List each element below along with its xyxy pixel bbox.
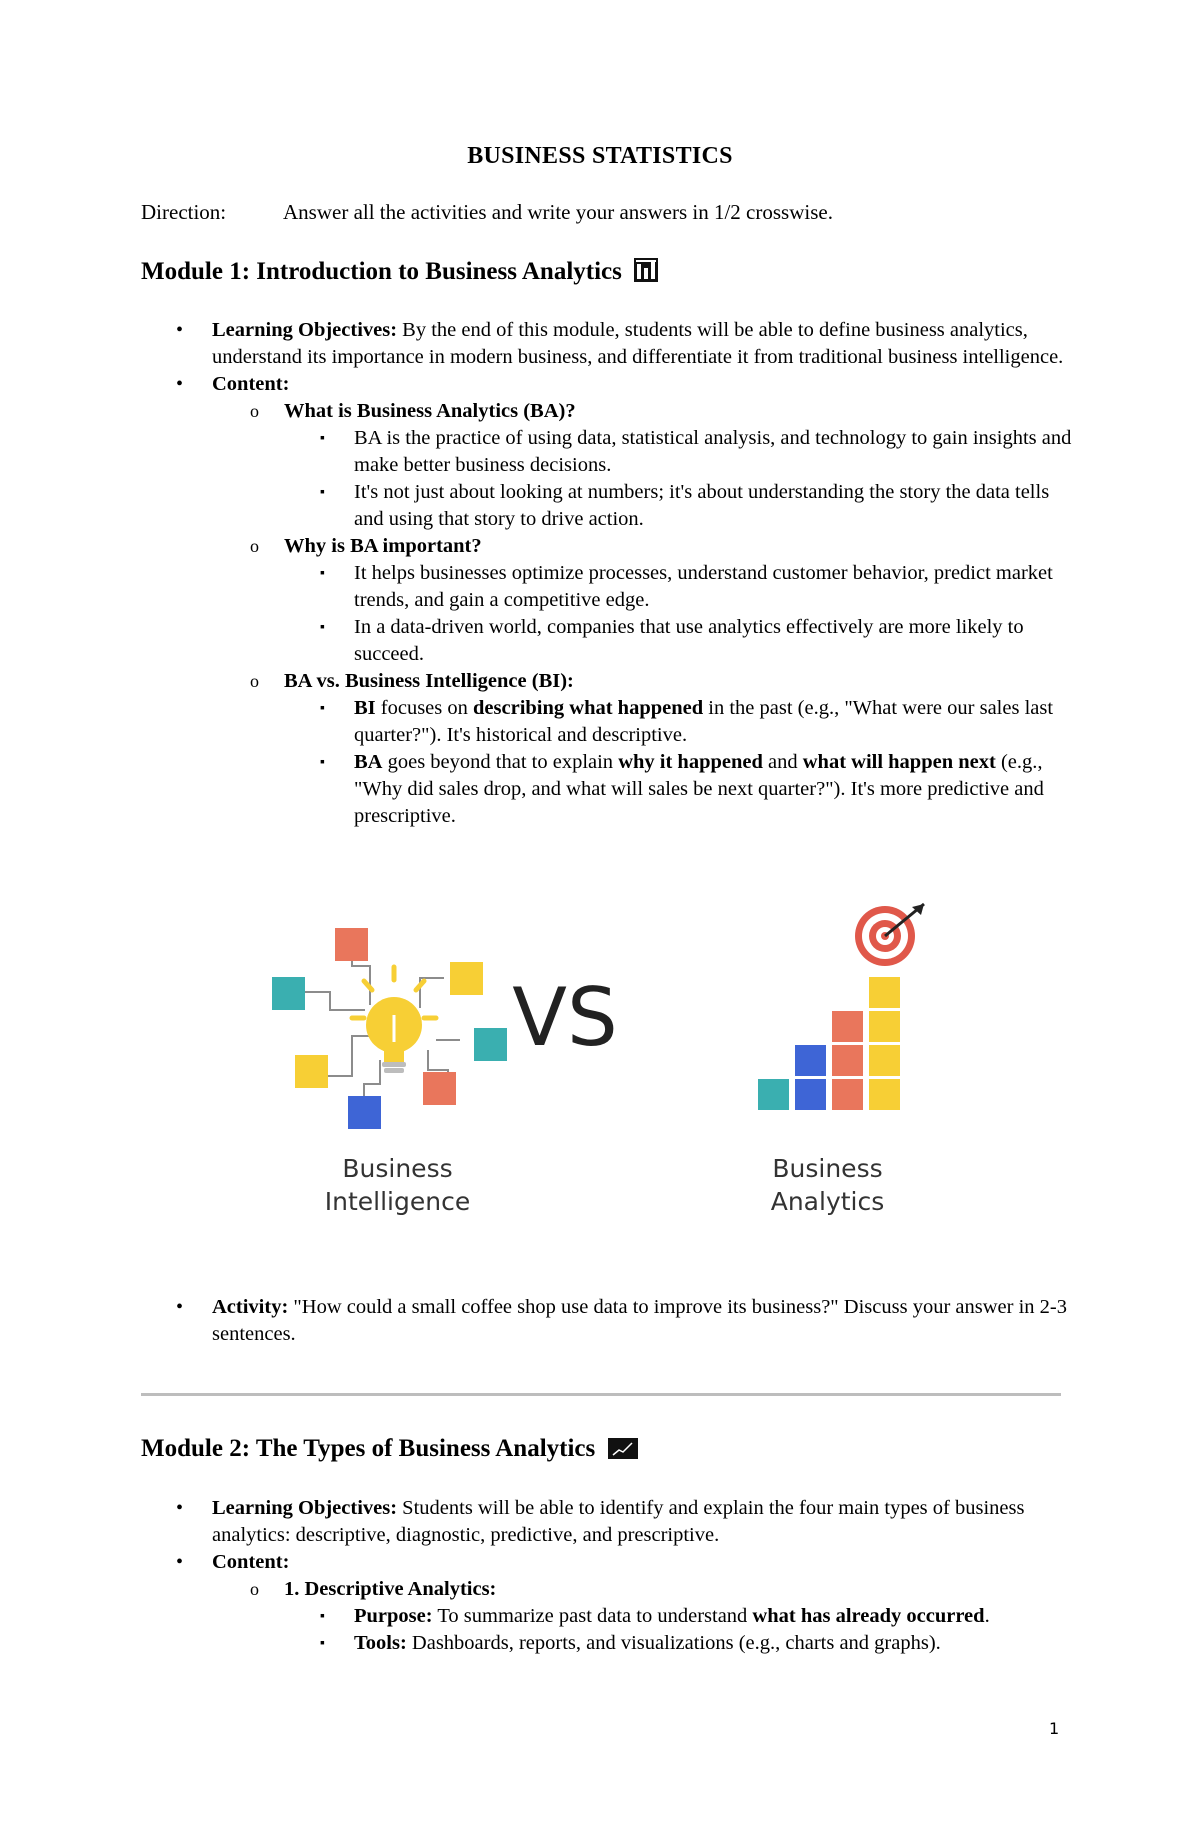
direction-line — [141, 200, 833, 225]
content-sublist — [284, 1576, 1072, 1657]
why-ba-points — [354, 560, 1072, 668]
direction-text: Answer all the activities and write your answers in 1/2 crosswise. — [283, 200, 833, 224]
objectives-label: Learning Objectives: — [212, 1497, 398, 1519]
list-item — [354, 695, 1072, 749]
ba-label — [755, 1152, 900, 1218]
list-item — [212, 317, 1072, 371]
bi-label-line1: Business — [342, 1154, 453, 1183]
bi-vs-ba-figure — [260, 890, 960, 1230]
bi-term: BI — [354, 697, 376, 719]
section-divider — [141, 1393, 1061, 1396]
list-item — [212, 371, 1072, 830]
bar-chart-icon — [634, 258, 658, 282]
list-item: ▪ It's not just about looking at numbers; it's about understanding the story the data tells and using that story to drive action. — [354, 479, 1072, 533]
content-label: Content: — [212, 373, 290, 395]
content-sublist — [284, 398, 1072, 830]
purpose-bold: what has already occurred — [752, 1605, 985, 1627]
ba-label-line2: Analytics — [770, 1187, 885, 1216]
tools-label: Tools: — [354, 1632, 407, 1654]
ba-vs-bi-label: BA vs. Business Intelligence (BI): — [284, 670, 574, 692]
purpose-end: . — [984, 1605, 990, 1627]
list-item — [212, 1549, 1072, 1657]
objectives-text: By the end of this module, students will be able to define business analytics, understand its importance in modern business, and differentiate it from traditional business intelligence. — [212, 319, 1064, 368]
descriptive-points — [354, 1603, 1072, 1657]
ba-text-1: goes beyond that to explain — [382, 751, 619, 773]
descriptive-label: 1. Descriptive Analytics: — [284, 1578, 497, 1600]
list-item — [284, 668, 1072, 830]
list-item — [284, 398, 1072, 533]
purpose-label: Purpose: — [354, 1605, 433, 1627]
ba-bold-2: what will happen next — [802, 751, 996, 773]
list-item — [354, 749, 1072, 830]
module2-list — [212, 1495, 1072, 1657]
vs-text: VS — [512, 971, 618, 1064]
list-item — [284, 1576, 1072, 1657]
trend-chart-icon — [608, 1438, 638, 1458]
ba-vs-bi-points — [354, 695, 1072, 830]
activity-text: "How could a small coffee shop use data to improve its business?" Discuss your answer in 2-3 sentences. — [212, 1296, 1067, 1345]
module1-heading-text: Module 1: Introduction to Business Analytics — [141, 258, 622, 285]
objectives-label: Learning Objectives: — [212, 319, 398, 341]
ba-term: BA — [354, 751, 383, 773]
activity-label: Activity: — [212, 1296, 289, 1318]
list-item — [212, 1294, 1072, 1348]
why-ba-label: Why is BA important? — [284, 535, 482, 557]
list-item — [284, 533, 1072, 668]
page-number: 1 — [1049, 1719, 1060, 1738]
content-label: Content: — [212, 1551, 290, 1573]
list-item: ▪ In a data-driven world, companies that use analytics effectively are more likely to succeed. — [354, 614, 1072, 668]
list-item — [212, 1495, 1072, 1549]
list-item: ▪ It helps businesses optimize processes, understand customer behavior, predict market trends, and gain a competitive edge. — [354, 560, 1072, 614]
ba-label-line1: Business — [772, 1154, 883, 1183]
list-item: ▪ BA is the practice of using data, statistical analysis, and technology to gain insights and make better business decisions. — [354, 425, 1072, 479]
bi-text-1: focuses on — [375, 697, 474, 719]
ba-text-3: (e.g., "Why did sales drop, and what will sales be next quarter?"). It's more predictive and prescriptive. — [354, 751, 1044, 827]
bi-label — [315, 1152, 480, 1218]
tools-text: Dashboards, reports, and visualizations (e.g., charts and graphs). — [406, 1632, 941, 1654]
objectives-text: Students will be able to identify and explain the four main types of business analytics: descriptive, diagnostic, predictive, and prescriptive. — [212, 1497, 1025, 1546]
list-item — [354, 1630, 1072, 1657]
document-title: BUSINESS STATISTICS — [467, 143, 733, 169]
target-icon — [855, 904, 924, 966]
module1-heading — [141, 258, 658, 286]
bi-text-2: in the past (e.g., "What were our sales last quarter?"). It's historical and descriptive. — [354, 697, 1054, 746]
ba-text-2: and — [762, 751, 803, 773]
what-is-ba-points — [354, 425, 1072, 533]
module1-list — [212, 317, 1072, 830]
purpose-text: To summarize past data to understand — [432, 1605, 753, 1627]
module2-heading — [141, 1435, 638, 1463]
activity-list — [212, 1294, 1072, 1348]
bi-label-line2: Intelligence — [324, 1187, 471, 1216]
what-is-ba-label: What is Business Analytics (BA)? — [284, 400, 576, 422]
ba-bold-1: why it happened — [618, 751, 763, 773]
direction-label: Direction: — [141, 200, 227, 224]
lightbulb-icon — [352, 967, 436, 1073]
module2-heading-text: Module 2: The Types of Business Analytics — [141, 1435, 596, 1462]
bi-bold-1: describing what happened — [473, 697, 704, 719]
list-item — [354, 1603, 1072, 1630]
